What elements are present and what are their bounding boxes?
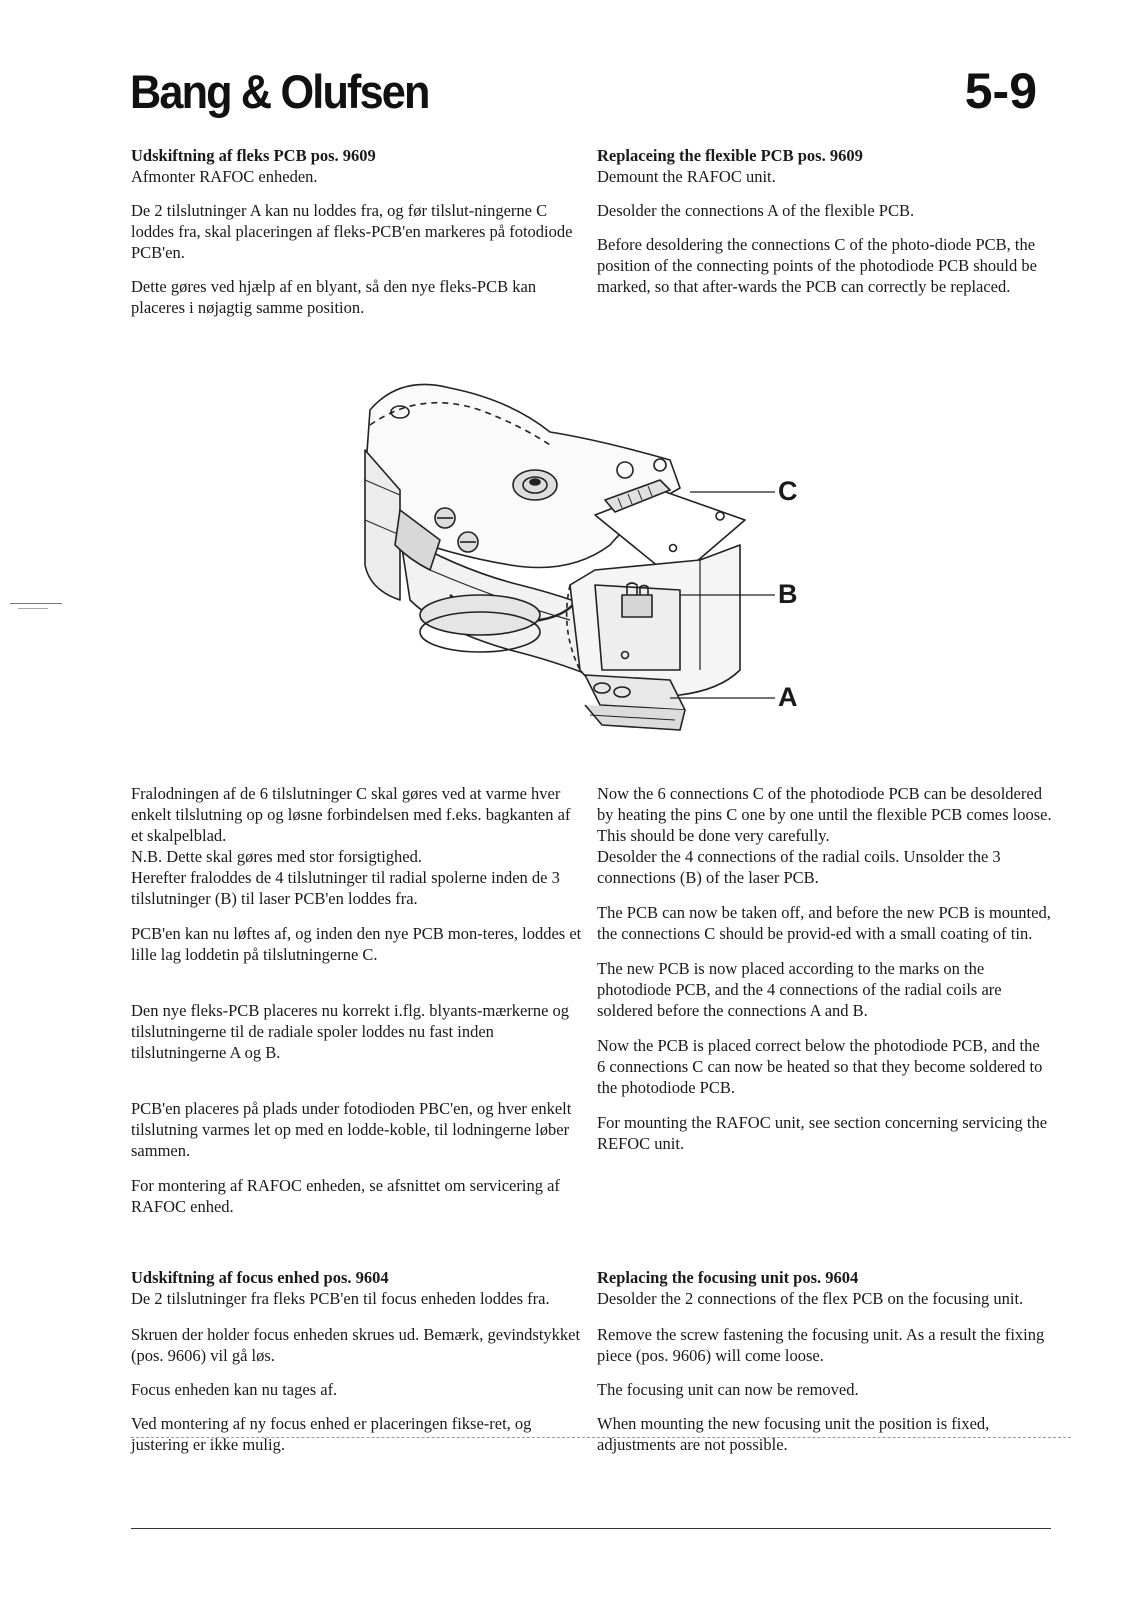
scan-mark: [18, 608, 48, 609]
section3-en-p1: Desolder the 2 connections of the flex PCB on the focusing unit.: [597, 1289, 1024, 1308]
section1-da-p1: Afmonter RAFOC enheden.: [131, 167, 318, 186]
section2-da-p5: Den nye fleks-PCB placeres nu korrekt i.flg. blyants-mærkerne og tilslutningerne til de radiale spoler loddes nu fast inden tilslutningerne A og B.: [131, 1001, 570, 1062]
section3-da-p1: De 2 tilslutninger fra fleks PCB'en til focus enheden loddes fra.: [131, 1289, 550, 1308]
section2-en-p4: The PCB can now be taken off, and before the new PCB is mounted, the connections C should be provid-ed with a small coating of tin.: [597, 903, 1051, 943]
rafoc-unit-drawing: [340, 370, 820, 760]
section2-english: [597, 783, 1052, 1154]
section3-en-p3: The focusing unit can now be removed.: [597, 1380, 859, 1399]
section3-da-p2: Skruen der holder focus enheden skrues ud. Bemærk, gevindstykket (pos. 9606) vil gå løs.: [131, 1325, 581, 1365]
section2-da-p2: N.B. Dette skal gøres med stor forsigtighed.: [131, 847, 422, 866]
page-number: 5-9: [964, 63, 1037, 119]
section2-en-p6: Now the PCB is placed correct below the photodiode PCB, and the 6 connections C can now be heated so that they become soldered to the photodiode PCB.: [597, 1036, 1043, 1097]
figure-label-c: C: [778, 476, 798, 506]
section1-da-p2: De 2 tilslutninger A kan nu loddes fra, og før tilslut-ningerne C loddes fra, skal placeringen af fleks-PCB'en markeres på fotodiode PCB'en.: [131, 201, 573, 262]
section3-english: [597, 1267, 1052, 1455]
section2-da-p3: Herefter fraloddes de 4 tilslutninger til radial spolerne inden de 3 tilslutninger (B) til laser PCB'en loddes fra.: [131, 868, 560, 908]
section1-en-p1: Demount the RAFOC unit.: [597, 167, 776, 186]
section2-en-p7: For mounting the RAFOC unit, see section concerning servicing the REFOC unit.: [597, 1113, 1048, 1153]
section1-en-p3: Before desoldering the connections C of the photo-diode PCB, the position of the connecting points of the photodiode PCB should be marked, so that after-wards the PCB can correctly be replaced.: [597, 235, 1037, 296]
section3-danish: [131, 1267, 586, 1455]
section3-da-p3: Focus enheden kan nu tages af.: [131, 1380, 338, 1399]
section3-en-p2: Remove the screw fastening the focusing unit. As a result the fixing piece (pos. 9606) will come loose.: [597, 1325, 1045, 1365]
section2-en-p2: This should be done very carefully.: [597, 826, 830, 845]
figure-label-a: A: [778, 682, 798, 712]
brand-logo: Bang & Olufsen: [130, 65, 429, 118]
scan-mark: [10, 603, 62, 604]
section1-en-p2: Desolder the connections A of the flexible PCB.: [597, 201, 915, 220]
bottom-rule: [131, 1528, 1051, 1529]
section2-da-p4: PCB'en kan nu løftes af, og inden den nye PCB mon-teres, loddes et lille lag loddetin på tilslutningerne C.: [131, 924, 582, 964]
section2-en-p3: Desolder the 4 connections of the radial coils. Unsolder the 3 connections (B) of the laser PCB.: [597, 847, 1001, 887]
section3-en-heading: Replacing the focusing unit pos. 9604: [597, 1268, 859, 1287]
dashed-divider: [131, 1437, 1071, 1438]
section3-da-heading: Udskiftning af focus enhed pos. 9604: [131, 1268, 389, 1287]
section3-da-p4: Ved montering af ny focus enhed er placeringen fikse-ret, og justering er ikke mulig.: [131, 1414, 532, 1454]
section1-english: [597, 145, 1052, 297]
section1-da-heading: Udskiftning af fleks PCB pos. 9609: [131, 146, 376, 165]
section2-da-p6: PCB'en placeres på plads under fotodioden PBC'en, og hver enkelt tilslutning varmes let op med en lodde-koble, til lodningerne løber sammen.: [131, 1099, 572, 1160]
section2-en-p5: The new PCB is now placed according to the marks on the photodiode PCB, and the 4 connections of the radial coils are soldered before the connections A and B.: [597, 959, 1002, 1020]
section1-en-heading: Replaceing the flexible PCB pos. 9609: [597, 146, 863, 165]
section1-da-p3: Dette gøres ved hjælp af en blyant, så den nye fleks-PCB kan placeres i nøjagtig samme position.: [131, 277, 537, 317]
section2-da-p7: For montering af RAFOC enheden, se afsnittet om servicering af RAFOC enhed.: [131, 1176, 560, 1216]
section2-en-p1: Now the 6 connections C of the photodiode PCB can be desoldered by heating the pins C one by one until the flexible PCB comes loose.: [597, 784, 1052, 824]
section2-da-p1: Fralodningen af de 6 tilslutninger C skal gøres ved at varme hver enkelt tilslutning op og løsne forbindelsen med f.eks. bagkanten af et skalpelblad.: [131, 784, 571, 845]
section2-danish: [131, 783, 586, 1217]
section3-en-p4: When mounting the new focusing unit the position is fixed, adjustments are not possible.: [597, 1414, 990, 1454]
section1-danish: [131, 145, 586, 318]
figure-label-b: B: [778, 579, 798, 609]
